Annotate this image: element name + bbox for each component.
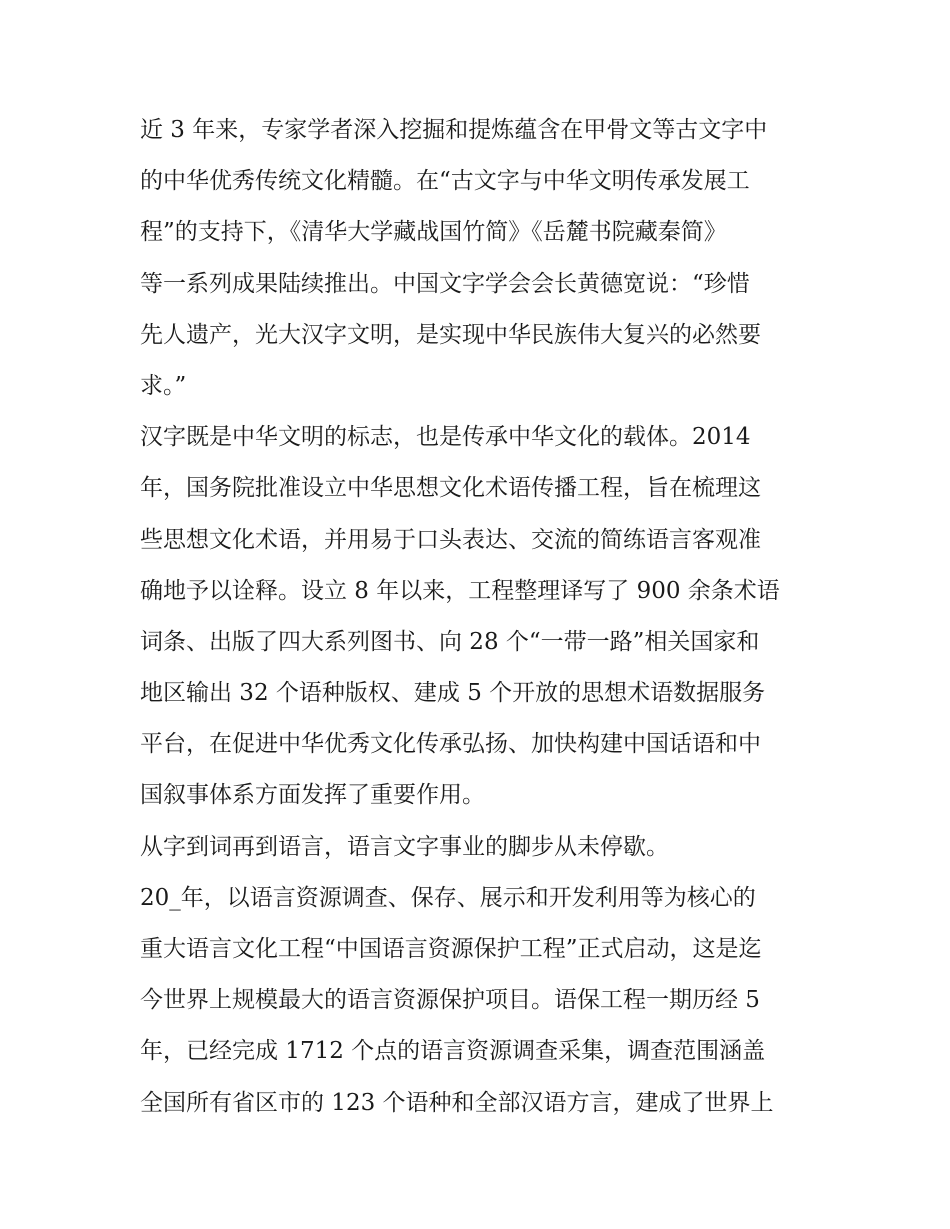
text-line: 词条、出版了四大系列图书、向 28 个“一带一路”相关国家和: [140, 628, 760, 655]
text-line: 求。”: [140, 372, 187, 399]
text-line: 全国所有省区市的 123 个语种和全部汉语方言，建成了世界上: [140, 1089, 774, 1116]
text-line: 等一系列成果陆续推出。中国文字学会会长黄德宽说：“珍惜: [140, 270, 750, 297]
text-line: 近 3 年来，专家学者深入挖掘和提炼蕴含在甲骨文等古文字中: [140, 117, 768, 143]
text-line: 的中华优秀传统文化精髓。在“古文字与中华文明传承发展工: [140, 168, 750, 195]
text-line: 重大语言文化工程“中国语言资源保护工程”正式启动，这是迄: [140, 936, 762, 962]
text-line: 国叙事体系方面发挥了重要作用。: [140, 782, 485, 809]
text-line: 今世界上规模最大的语言资源保护项目。语保工程一期历经 5: [140, 987, 760, 1014]
text-line: 汉字既是中华文明的标志，也是传承中华文化的载体。2014: [140, 424, 751, 451]
text-line: 确地予以诠释。设立 8 年以来，工程整理译写了 900 余条术语: [140, 577, 780, 604]
text-line: 平台，在促进中华优秀文化传承弘扬、加快构建中国话语和中: [140, 731, 761, 758]
text-line: 年，已经完成 1712 个点的语言资源调查采集，调查范围涵盖: [140, 1038, 766, 1065]
text-line: 些思想文化术语，并用易于口头表达、交流的简练语言客观准: [140, 526, 761, 553]
text-line: 地区输出 32 个语种版权、建成 5 个开放的思想术语数据服务: [140, 680, 766, 707]
text-line: 程”的支持下，《清华大学藏战国竹简》《岳麓书院藏秦简》: [140, 219, 727, 246]
text-line: 年，国务院批准设立中华思想文化术语传播工程，旨在梳理这: [140, 475, 761, 502]
text-line: 从字到词再到语言，语言文字事业的脚步从未停歇。: [140, 833, 669, 860]
body-text: [140, 105, 820, 1129]
text-line: 20_年，以语言资源调查、保存、展示和开发利用等为核心的: [140, 884, 756, 911]
text-line: 先人遗产，光大汉字文明，是实现中华民族伟大复兴的必然要: [140, 321, 761, 348]
